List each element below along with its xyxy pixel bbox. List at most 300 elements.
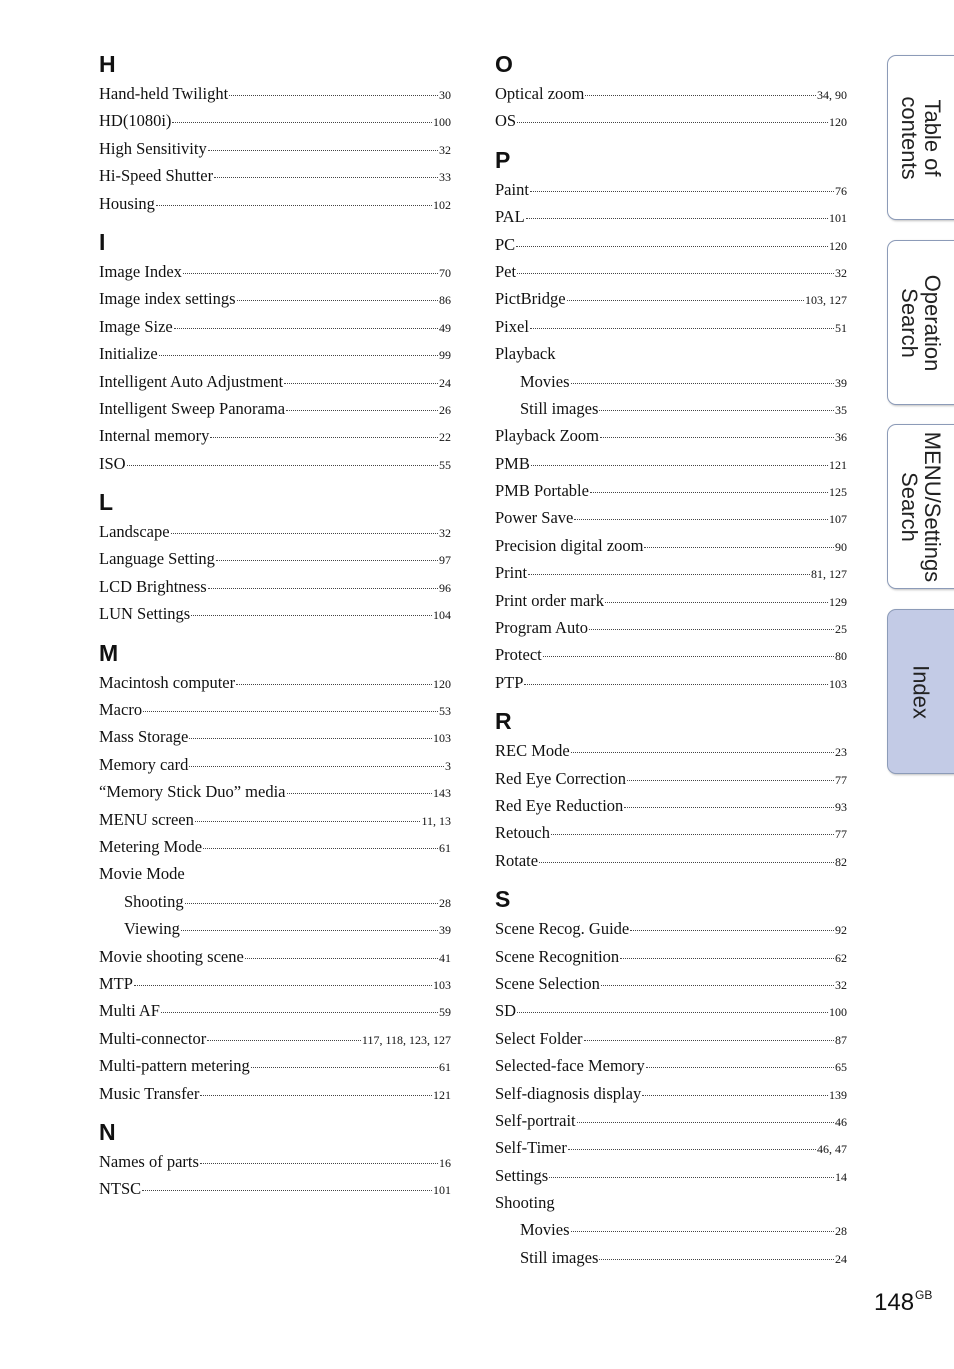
index-entry[interactable]	[99, 723, 451, 750]
dot-leader	[549, 1177, 834, 1178]
index-section	[495, 48, 847, 135]
index-entry[interactable]	[495, 847, 847, 874]
dot-leader	[530, 328, 834, 329]
entry-label: Selected-face Memory	[495, 1056, 645, 1076]
entry-page-link[interactable]: 96	[439, 580, 451, 595]
tab-table-of-contents[interactable]	[887, 55, 954, 220]
index-entry[interactable]	[99, 518, 451, 545]
entry-page-link[interactable]: 97	[439, 553, 451, 568]
index-section	[99, 1116, 451, 1203]
entry-label: PMB	[495, 453, 530, 473]
entry-label: Power Save	[495, 508, 574, 528]
dot-leader	[630, 930, 834, 931]
index-entry[interactable]	[99, 751, 451, 778]
entry-label: Image Index	[99, 261, 182, 281]
dot-leader	[646, 1067, 834, 1068]
section-letter: L	[99, 489, 114, 516]
entry-page-link[interactable]: 80	[835, 649, 847, 664]
index-entry[interactable]	[99, 190, 451, 217]
index-entry[interactable]	[495, 669, 847, 696]
dot-leader	[156, 205, 432, 206]
entry-label: Select Folder	[495, 1028, 583, 1048]
section-letter: O	[495, 51, 513, 77]
index-section	[99, 48, 451, 217]
entry-label: Still images	[520, 398, 599, 418]
index-entry[interactable]	[99, 669, 451, 696]
dot-leader	[585, 95, 816, 96]
entry-label: Red Eye Reduction	[495, 795, 624, 815]
entry-page-link[interactable]: 103	[829, 676, 847, 691]
entry-page-link[interactable]: 81, 127	[811, 567, 847, 582]
entry-page-link[interactable]: 70	[439, 265, 451, 280]
entry-label: Hand-held Twilight	[99, 84, 229, 103]
dot-leader	[590, 492, 828, 493]
dot-leader	[620, 958, 834, 959]
index-entry[interactable]	[495, 1134, 847, 1161]
entry-label: Print order mark	[495, 590, 605, 610]
entry-label: Scene Recog. Guide	[495, 919, 630, 939]
entry-label: Shooting	[495, 1193, 555, 1213]
entry-label: Print	[495, 563, 528, 583]
entry-label: Intelligent Auto Adjustment	[99, 371, 284, 391]
dot-leader	[161, 1012, 438, 1013]
tab-operation-search[interactable]	[887, 240, 954, 405]
entry-page-link[interactable]: 101	[829, 211, 847, 226]
dot-leader	[142, 1190, 432, 1191]
index-entry[interactable]	[99, 285, 451, 312]
dot-leader	[143, 711, 438, 712]
section-letter: H	[99, 51, 116, 77]
entry-page-link[interactable]: 103	[433, 977, 451, 992]
entry-page-link[interactable]: 90	[835, 539, 847, 554]
entry-page-link[interactable]: 39	[835, 375, 847, 390]
entry-page-link[interactable]: 120	[829, 115, 847, 130]
dot-leader	[567, 300, 804, 301]
dot-leader	[571, 752, 834, 753]
index-entry[interactable]	[99, 915, 451, 942]
section-letter: R	[495, 708, 512, 735]
index-entry	[99, 860, 451, 887]
entry-label: Landscape	[99, 522, 170, 542]
entry-label: Precision digital zoom	[495, 535, 644, 555]
entry-page-link[interactable]: 77	[835, 827, 847, 842]
index-entry[interactable]	[495, 368, 847, 395]
entry-page-link[interactable]: 32	[439, 142, 451, 157]
tab-label: Index	[908, 664, 934, 719]
entry-page-link[interactable]: 59	[439, 1005, 451, 1020]
entry-page-link[interactable]: 24	[439, 375, 451, 390]
entry-label: Shooting	[124, 891, 184, 911]
index-entry[interactable]	[495, 559, 847, 586]
entry-label: PAL	[495, 207, 525, 227]
entry-page-link[interactable]: 125	[829, 485, 847, 500]
section-letter: M	[99, 639, 119, 666]
dot-leader	[584, 1040, 834, 1041]
dot-leader	[600, 437, 834, 438]
dot-leader	[524, 684, 828, 685]
entry-page-link[interactable]: 36	[835, 430, 847, 445]
dot-leader	[589, 629, 834, 630]
index-entry[interactable]	[495, 285, 847, 312]
index-entry[interactable]	[495, 1107, 847, 1134]
index-entry[interactable]	[495, 641, 847, 668]
tab-label: MENU/Settings Search	[897, 431, 945, 582]
entry-label: PictBridge	[495, 289, 566, 309]
entry-page-link[interactable]: 77	[835, 772, 847, 787]
dot-leader	[287, 793, 433, 794]
dot-leader	[551, 834, 834, 835]
entry-page-link[interactable]: 143	[433, 786, 451, 801]
dot-leader	[543, 656, 834, 657]
index-entry[interactable]	[495, 765, 847, 792]
index-entry[interactable]	[495, 107, 847, 134]
entry-label: Housing	[99, 193, 155, 213]
entry-label: Program Auto	[495, 618, 589, 638]
dot-leader	[516, 246, 828, 247]
index-entry[interactable]	[99, 545, 451, 572]
dot-leader	[568, 1149, 816, 1150]
entry-page-link[interactable]: 93	[835, 799, 847, 814]
index-entry[interactable]	[99, 340, 451, 367]
entry-page-link[interactable]: 25	[835, 622, 847, 637]
entry-page-link[interactable]: 99	[439, 348, 451, 363]
entry-page-link[interactable]: 87	[835, 1032, 847, 1047]
entry-page-link[interactable]: 24	[835, 1251, 847, 1266]
dot-leader	[208, 588, 438, 589]
entry-page-link[interactable]: 120	[829, 238, 847, 253]
page-number-suffix: GB	[915, 1288, 933, 1302]
entry-label: Metering Mode	[99, 836, 203, 856]
entry-label: Pet	[495, 261, 517, 281]
entry-page-link[interactable]: 100	[829, 1005, 847, 1020]
index-entry[interactable]	[99, 573, 451, 600]
index-entry[interactable]	[495, 915, 847, 942]
section-letter: N	[99, 1118, 116, 1145]
entry-page-link[interactable]: 62	[835, 950, 847, 965]
index-entry[interactable]	[99, 258, 451, 285]
index-entry[interactable]	[99, 806, 451, 833]
entry-page-link[interactable]: 139	[829, 1087, 847, 1102]
index-entry[interactable]	[495, 477, 847, 504]
index-entry[interactable]	[495, 395, 847, 422]
entry-page-link[interactable]: 51	[835, 320, 847, 335]
index-entry[interactable]	[495, 1244, 847, 1271]
index-entry[interactable]	[495, 258, 847, 285]
dot-leader	[210, 437, 438, 438]
entry-label: Image index settings	[99, 289, 236, 309]
dot-leader	[195, 821, 421, 822]
index-entry[interactable]	[99, 162, 451, 189]
index-section	[495, 883, 847, 1271]
entry-page-link[interactable]: 34, 90	[817, 88, 847, 102]
entry-label: Mass Storage	[99, 727, 189, 747]
entry-label: Settings	[495, 1165, 549, 1185]
index-entry[interactable]	[495, 176, 847, 203]
entry-label: OS	[495, 111, 517, 131]
dot-leader	[571, 1231, 835, 1232]
entry-page-link[interactable]: 49	[439, 320, 451, 335]
page-number	[874, 1288, 932, 1317]
dot-leader	[605, 602, 828, 603]
entry-label: Intelligent Sweep Panorama	[99, 398, 286, 418]
index-entry	[495, 340, 847, 367]
index-column-right	[495, 48, 847, 1271]
entry-page-link[interactable]: 30	[439, 88, 451, 102]
index-entry[interactable]	[99, 80, 451, 107]
tab-index[interactable]	[887, 609, 954, 774]
entry-page-link[interactable]: 120	[433, 676, 451, 691]
dot-leader	[203, 848, 438, 849]
index-section	[99, 226, 451, 477]
index-section	[495, 144, 847, 696]
index-entry[interactable]	[99, 107, 451, 134]
entry-page-link[interactable]: 53	[439, 704, 451, 719]
entry-label: Macro	[99, 700, 143, 720]
index-entry[interactable]	[495, 450, 847, 477]
entry-label: Self-Timer	[495, 1138, 567, 1158]
dot-leader	[601, 985, 834, 986]
entry-label: Movies	[520, 1220, 570, 1240]
section-letter: I	[99, 228, 106, 255]
index-column-left	[99, 48, 451, 1203]
entry-page-link[interactable]: 28	[835, 1224, 847, 1239]
entry-label: Viewing	[124, 919, 180, 939]
index-entry[interactable]	[495, 737, 847, 764]
dot-leader	[189, 766, 444, 767]
index-entry[interactable]	[495, 1216, 847, 1243]
index-entry[interactable]	[99, 600, 451, 627]
entry-page-link[interactable]: 107	[829, 512, 847, 527]
dot-leader	[627, 780, 834, 781]
entry-label: Protect	[495, 645, 542, 665]
dot-leader	[571, 383, 835, 384]
index-entry[interactable]	[99, 422, 451, 449]
dot-leader	[200, 1095, 432, 1096]
entry-label: Movies	[520, 371, 570, 391]
index-entry[interactable]	[99, 970, 451, 997]
dot-leader	[159, 355, 438, 356]
index-entry[interactable]	[495, 80, 847, 107]
index-section	[495, 705, 847, 874]
index-entry[interactable]	[495, 1025, 847, 1052]
entry-page-link[interactable]: 32	[439, 526, 451, 541]
entry-label: Music Transfer	[99, 1083, 200, 1103]
dot-leader	[528, 574, 810, 575]
dot-leader	[174, 328, 438, 329]
entry-page-link[interactable]: 82	[835, 854, 847, 869]
dot-leader	[185, 903, 438, 904]
dot-leader	[530, 191, 834, 192]
dot-leader	[531, 465, 828, 466]
entry-label: Still images	[520, 1247, 599, 1267]
tab-menu-settings-search[interactable]	[887, 424, 954, 589]
entry-page-link[interactable]: 61	[439, 1060, 451, 1075]
dot-leader	[599, 410, 834, 411]
dot-leader	[207, 1040, 361, 1041]
entry-label: Scene Recognition	[495, 946, 620, 966]
entry-page-link[interactable]: 46, 47	[817, 1142, 847, 1157]
index-entry[interactable]	[99, 368, 451, 395]
dot-leader	[183, 273, 438, 274]
dot-leader	[127, 465, 438, 466]
entry-label: Multi-connector	[99, 1028, 207, 1048]
entry-label: MENU screen	[99, 809, 194, 829]
index-entry[interactable]	[99, 1080, 451, 1107]
entry-label: REC Mode	[495, 741, 570, 761]
index-entry[interactable]	[99, 1025, 451, 1052]
entry-page-link[interactable]: 121	[433, 1087, 451, 1102]
entry-page-link[interactable]: 103	[433, 731, 451, 746]
entry-page-link[interactable]: 121	[829, 457, 847, 472]
entry-page-link[interactable]: 23	[835, 745, 847, 760]
section-letter: P	[495, 146, 511, 173]
dot-leader	[189, 738, 432, 739]
index-entry[interactable]	[99, 135, 451, 162]
entry-label: MTP	[99, 973, 133, 993]
entry-label: Macintosh computer	[99, 672, 236, 692]
entry-page-link[interactable]: 14	[835, 1169, 847, 1184]
index-entry[interactable]	[495, 532, 847, 559]
dot-leader	[200, 1163, 438, 1164]
entry-page-link[interactable]: 11, 13	[421, 813, 451, 828]
entry-label: SD	[495, 1001, 517, 1021]
index-entry[interactable]	[495, 1080, 847, 1107]
entry-page-link[interactable]: 28	[439, 895, 451, 910]
entry-label: Playback Zoom	[495, 426, 600, 446]
entry-page-link[interactable]: 129	[829, 594, 847, 609]
entry-label: ISO	[99, 453, 126, 473]
entry-page-link[interactable]: 3	[445, 758, 451, 773]
index-entry[interactable]	[99, 450, 451, 477]
entry-label: PC	[495, 234, 516, 254]
index-entry[interactable]	[495, 819, 847, 846]
entry-label: Optical zoom	[495, 84, 585, 103]
entry-page-link[interactable]: 41	[439, 950, 451, 965]
dot-leader	[172, 122, 432, 123]
index-entry[interactable]	[99, 833, 451, 860]
entry-page-link[interactable]: 103, 127	[805, 293, 847, 308]
entry-label: Multi-pattern metering	[99, 1056, 250, 1076]
entry-page-link[interactable]: 22	[439, 430, 451, 445]
entry-page-link[interactable]: 102	[433, 197, 451, 212]
index-entry[interactable]	[495, 203, 847, 230]
entry-page-link[interactable]: 16	[439, 1155, 451, 1170]
dot-leader	[599, 1259, 834, 1260]
entry-label: Hi-Speed Shutter	[99, 166, 214, 186]
entry-label: Image Size	[99, 316, 173, 336]
dot-leader	[208, 150, 438, 151]
dot-leader	[134, 985, 432, 986]
entry-page-link[interactable]: 61	[439, 840, 451, 855]
index-entry[interactable]	[495, 313, 847, 340]
dot-leader	[251, 1067, 438, 1068]
index-entry[interactable]	[495, 970, 847, 997]
entry-page-link[interactable]: 101	[433, 1183, 451, 1198]
dot-leader	[642, 1095, 828, 1096]
index-entry[interactable]	[99, 943, 451, 970]
index-entry[interactable]	[99, 395, 451, 422]
entry-label: Red Eye Correction	[495, 768, 627, 788]
entry-label: HD(1080i)	[99, 111, 172, 131]
index-entry[interactable]	[495, 614, 847, 641]
dot-leader	[216, 560, 438, 561]
index-entry[interactable]	[495, 1052, 847, 1079]
index-entry[interactable]	[99, 888, 451, 915]
entry-page-link[interactable]: 76	[835, 183, 847, 198]
dot-leader	[644, 547, 834, 548]
entry-label: Initialize	[99, 344, 158, 364]
entry-label: Paint	[495, 179, 529, 199]
dot-leader	[517, 122, 828, 123]
dot-leader	[236, 684, 432, 685]
entry-page-link[interactable]: 32	[835, 265, 847, 280]
index-entry[interactable]	[495, 943, 847, 970]
dot-leader	[517, 1012, 828, 1013]
index-entry[interactable]	[495, 792, 847, 819]
entry-page-link[interactable]: 92	[835, 923, 847, 938]
dot-leader	[526, 218, 828, 219]
entry-label: Pixel	[495, 316, 529, 336]
index-entry[interactable]	[99, 1148, 451, 1175]
dot-leader	[286, 410, 438, 411]
dot-leader	[214, 177, 438, 178]
dot-leader	[229, 95, 438, 96]
entry-page-link[interactable]: 55	[439, 457, 451, 472]
index-entry[interactable]	[99, 1052, 451, 1079]
index-entry[interactable]	[99, 778, 451, 805]
index-entry[interactable]	[495, 1162, 847, 1189]
entry-label: LCD Brightness	[99, 576, 207, 596]
index-entry[interactable]	[99, 313, 451, 340]
entry-page-link[interactable]: 46	[835, 1114, 847, 1129]
entry-label: Self-diagnosis display	[495, 1083, 642, 1103]
index-section	[99, 486, 451, 628]
index-entry[interactable]	[495, 422, 847, 449]
entry-page-link[interactable]: 35	[835, 402, 847, 417]
entry-label: Multi AF	[99, 1001, 160, 1021]
index-entry[interactable]	[99, 997, 451, 1024]
entry-label: Playback	[495, 344, 556, 364]
entry-label: NTSC	[99, 1179, 142, 1199]
entry-label: Movie shooting scene	[99, 946, 244, 966]
index-entry[interactable]	[495, 587, 847, 614]
entry-page-link[interactable]: 33	[439, 170, 451, 185]
entry-label: Scene Selection	[495, 973, 600, 993]
entry-label: Internal memory	[99, 426, 210, 446]
index-entry[interactable]	[495, 997, 847, 1024]
entry-page-link[interactable]: 32	[835, 977, 847, 992]
dot-leader	[517, 273, 834, 274]
index-entry[interactable]	[99, 696, 451, 723]
index-entry[interactable]	[495, 231, 847, 258]
entry-page-link[interactable]: 100	[433, 115, 451, 130]
entry-label: Retouch	[495, 823, 550, 843]
entry-page-link[interactable]: 65	[835, 1060, 847, 1075]
dot-leader	[181, 930, 438, 931]
index-section	[99, 637, 451, 1107]
entry-page-link[interactable]: 86	[439, 293, 451, 308]
entry-label: High Sensitivity	[99, 138, 207, 158]
dot-leader	[539, 862, 834, 863]
entry-page-link[interactable]: 39	[439, 923, 451, 938]
index-entry[interactable]	[495, 504, 847, 531]
entry-label: Memory card	[99, 754, 189, 774]
entry-page-link[interactable]: 104	[433, 608, 451, 623]
dot-leader	[574, 519, 828, 520]
index-entry[interactable]	[99, 1175, 451, 1202]
entry-page-link[interactable]: 117, 118, 123, 127	[361, 1032, 451, 1047]
entry-page-link[interactable]: 26	[439, 402, 451, 417]
